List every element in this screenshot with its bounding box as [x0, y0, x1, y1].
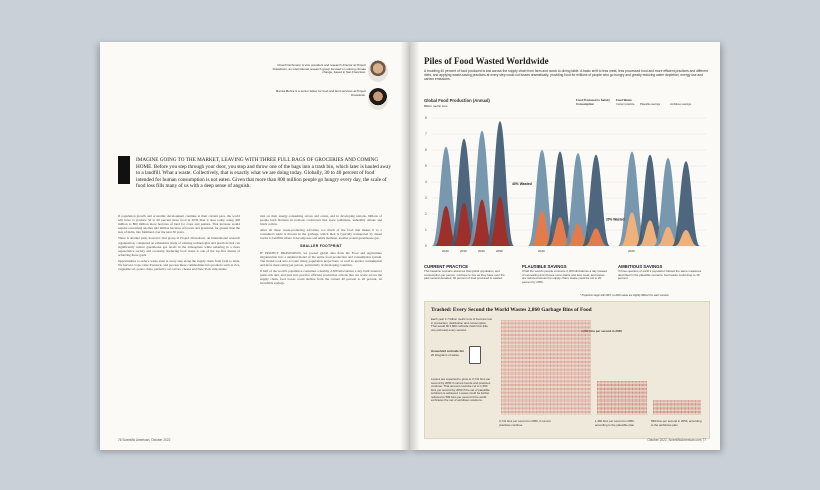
paragraph: turn on their energy-consuming stoves and ovens, and in developing nations, billions of people burn biomass in noxious cookstoves that spew pollutants, unhealthy smoke and black carbon.	[260, 214, 382, 227]
paragraph: After all these waste-producing activities, too much of the food that makes it to a consumer's table is thrown in the garbage, which then is typically transported by diesel trucks to landfills where it decomposes and emits methane, another potent greenhouse gas.	[260, 228, 382, 241]
panel-text-1: Each year 1.7 billion metric tons of food are lost in production, distribution and consumption. That would fill 2,860 curbside trash bins (like one pictured) every second.	[431, 317, 492, 332]
author-photo-2	[368, 88, 388, 110]
section-title: CURRENT PRACTICE	[424, 264, 469, 269]
paragraph: IF PROJECT DRAWDOWN, we pooled global data from the Food and Agriculture Organization into a detailed model of the entire food production and consumption system. The model took into account rising population projections, as well as greater consumption and more meat eating per person, particularly in developing countries.	[260, 250, 382, 267]
author-bio-1: Chad Frischmann is vice president and research director at Project Drawdown, an international research group focused on solving climate change, based in San Francisco.	[272, 63, 366, 75]
bar-label-current: 3,741 bins per second in 2050, if current practices continue	[499, 419, 551, 427]
chart-units: Billion metric tons	[424, 104, 448, 108]
section-title: AMBITIOUS SAVINGS	[618, 264, 663, 269]
bin-label: Household curbside bin	[431, 349, 464, 353]
section-text: If half the world's people consume 2,300 kilocalories a day instead of overeating and choose more plants and less meat, and losses are reduced across the supply chain, waste could be cut to 20 percent by 2050.	[522, 269, 607, 284]
magazine-spread	[100, 42, 720, 450]
chart-title: Global Food Production (Annual)	[424, 98, 490, 103]
page-folio-right: October 2022, ScientificAmerican.com 77	[647, 438, 706, 442]
paragraph: If half of the world's population consumes a healthy 2,300 kilocalories a day, built around a plant-rich diet, and puts into practice efficient production actions that cut waste across the supply chain, food losses could decline from the current 40 percent to 20 percent, an incredible savings.	[260, 269, 382, 286]
y-tick-label: 5	[425, 164, 427, 168]
paragraph: Opportunities to reduce waste exist at every step along the supply chain from farm to table. We harvest crops, raise livestock, and process these commodities into products such as rice, vegetable oil, potato chips, perfectly cut carrots, cheese and New York strip steaks.	[118, 258, 240, 272]
trash-bin-panel	[424, 301, 710, 439]
left-page	[100, 42, 410, 450]
bar-label-ambitious: 599 bins per second in 2050, according to the ambitious plan	[651, 419, 702, 427]
author-bio-2: Mamta Mehra is a senior fellow for food and land services at Project Drawdown.	[275, 89, 366, 97]
legend-current: Current practice	[616, 103, 635, 106]
paragraph: If population growth and economic development continue at their current pace, the world will have to produce 50 to 60 percent more food in 2050 than it does today, using 400 million to 800 million more hectares of land for crops and pasture. That increase would require converting another 442 million hectares of forests and grassland, far greater than the size of India, into farmland over the next 30 years.	[118, 214, 240, 235]
bar-label-plausible: 1,360 bins per second in 2050, according to the plausible plan	[595, 419, 635, 427]
body-column-1	[118, 214, 240, 273]
chart-footnote: * Projections begin with 2015, so 2020 values are slightly different for each scenario.	[580, 294, 670, 297]
bin-caption: 20 kilograms of waste	[431, 353, 459, 357]
x-tick-label: 2020	[442, 249, 449, 253]
y-tick-label: 8	[425, 116, 427, 120]
section-text: If three-quarters of earth's population follows the same measures described in the plausible scenario, food waste could drop to 18 percent.	[618, 269, 702, 280]
trash-bin-icon	[469, 346, 481, 364]
legend-produced: Food Produced to Satisfy Consumption	[576, 98, 610, 106]
article-lede: IMAGINE GOING TO THE MARKET, LEAVING WITH THREE FULL BAGS OF GROCERIES AND COMING HOME. Before you step through your door, you stop and throw one of the bags into a trash bin, which later is hauled away to a landfill. What a waste. Collectively, that is exactly what we are doing today. Globally, 30 to 40 percent of food intended for human consumption is not eaten. Given that more than 800 million people go hungry every day, the scale of food loss fills many of us with a deep sense of anguish.	[136, 157, 392, 189]
page-folio-left: 76 Scientific American, October 2022	[118, 438, 171, 442]
section-ambitious-savings	[618, 264, 704, 281]
y-tick-label: 7	[425, 132, 427, 136]
body-column-2	[260, 214, 382, 287]
x-tick-label: 2020	[538, 249, 545, 253]
drop-cap	[118, 156, 130, 184]
section-plausible-savings	[522, 264, 608, 284]
section-subhead: SMALLER FOOTPRINT	[299, 243, 343, 248]
legend-waste: Food Waste	[616, 98, 632, 102]
panel-title: Trashed: Every Second the World Wastes 2,860 Garbage Bins of Food	[431, 307, 592, 313]
right-page	[410, 42, 720, 450]
y-tick-label: 3	[425, 196, 427, 200]
x-tick-label: 2030	[460, 249, 467, 253]
infographic-intro: A troubling 40 percent of food produced is lost across the supply chain from farm and ranch to dining table. A basic shift to less meat, less processed food and more efficient practices and different diets, and applying waste-saving practices at every step could cut losses dramatically, providing food for millions of people who go hungry and greatly reducing water depletion, energy use and carbon emissions.	[424, 69, 708, 81]
section-current-practice	[424, 264, 510, 281]
y-tick-label: 0	[425, 244, 427, 248]
bin-rows-graphic	[497, 316, 703, 416]
label-2020: 2,860 bins per second in 2020	[581, 329, 622, 333]
x-tick-label: 2020	[628, 249, 635, 253]
x-tick-label: 2040	[478, 249, 485, 253]
legend-plausible: Plausible savings	[640, 103, 661, 106]
infographic-title: Piles of Food Wasted Worldwide	[424, 56, 549, 66]
y-tick-label: 2	[425, 212, 427, 216]
food-production-chart	[424, 110, 708, 260]
panel-text-2: Losses are expected to grow to 3,741 bins per second by 2050 if current trends and practices continue. That amount could be cut to 1,360 bins per second by 2050 if the set of plausible solutions is achieved. Losses could be further reduced to 599 bins per second if the world embraces the set of ambitious solutions.	[431, 377, 491, 402]
paragraph: There is another path, however. Our group at Project Drawdown, an international research organization, completed an exhaustive study of existing technologies and practices that can significantly reduce greenhouse gas levels in the atmosphere while ushering in a more regenerative society and economy. Reducing food waste is one of the top-five means of achieving these goals.	[118, 236, 240, 257]
author-photo-1	[368, 60, 388, 82]
section-title: PLAUSIBLE SAVINGS	[522, 264, 567, 269]
y-tick-label: 1	[425, 228, 427, 232]
section-text: This baseline scenario assumes that global population, and consumption per person, continue to rise as they have over the past several decades; 40 percent of food produced is wasted.	[424, 269, 505, 280]
annotation-20-percent: 20% Wasted	[606, 217, 625, 222]
x-tick-label: 2050	[496, 249, 503, 253]
y-tick-label: 6	[425, 148, 427, 152]
legend-ambitious: Ambitious savings	[670, 103, 691, 106]
annotation-40-percent: 40% Wasted	[512, 182, 532, 187]
y-tick-label: 4	[425, 180, 427, 184]
